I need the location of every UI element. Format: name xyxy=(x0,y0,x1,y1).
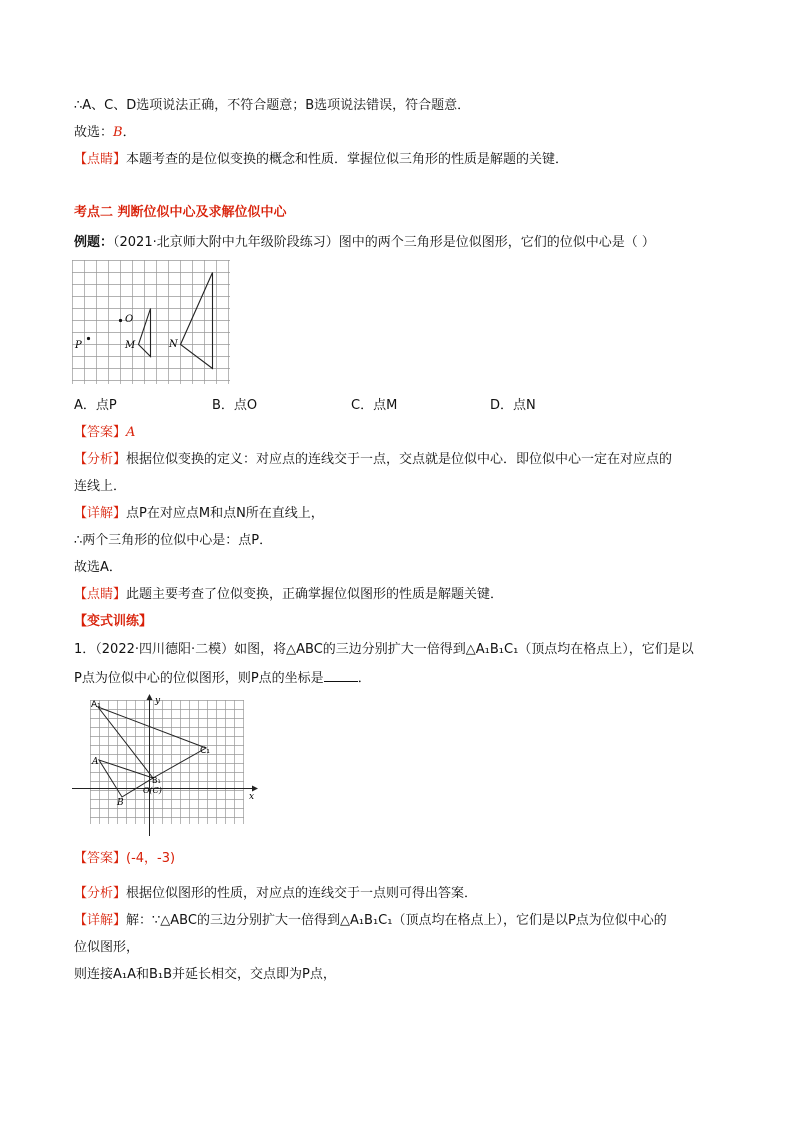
example-question: 例题：（2021·北京师大附中九年级阶段练习）图中的两个三角形是位似图形，它们的位似中心是（ ） xyxy=(74,235,655,250)
label-o: O xyxy=(125,314,134,325)
option-d[interactable]: D．点N xyxy=(490,398,536,413)
answer-options xyxy=(74,398,536,414)
coordinate-grid-lines xyxy=(90,700,244,824)
comment-line-2: 【点睛】此题主要考查了位似变换，正确掌握位似图形的性质是解题关键． xyxy=(74,587,504,602)
answer-line: 【答案】A xyxy=(74,425,136,440)
option-b[interactable]: B．点O xyxy=(212,398,258,413)
comment-line: 【点睛】本题考查的是位似变换的概念和性质．掌握位似三角形的性质是解题的关键． xyxy=(74,152,569,167)
similar-triangles-grid-figure xyxy=(72,260,230,384)
detail2-line-2: 位似图形， xyxy=(74,940,140,955)
label-b1: B₁ xyxy=(152,776,161,785)
point-o-dot xyxy=(119,319,122,322)
y-label: y xyxy=(155,696,161,706)
choice-line: 故选：B． xyxy=(74,125,136,140)
question1-line-2: P点为位似中心的位似图形，则P点的坐标是 ． xyxy=(74,671,371,686)
detail2-line-1: 【详解】解：∵△ABC的三边分别扩大一倍得到△A₁B₁C₁（顶点均在格点上），它们是以P点为位似中心的 xyxy=(74,913,667,928)
label-a1: A₁ xyxy=(91,700,101,710)
detail-line-1: 【详解】点P在对应点M和点N所在直线上， xyxy=(74,506,324,521)
label-o-c: O(C) xyxy=(143,786,162,795)
question1-line-1: 1．（2022·四川德阳·二模）如图，将△ABC的三边分别扩大一倍得到△A₁B₁C₁（顶点均在格点上），它们是以 xyxy=(74,642,694,657)
answer2-line: 【答案】(-4，-3) xyxy=(74,851,176,866)
coordinate-grid-figure xyxy=(72,694,260,836)
answer-blank[interactable] xyxy=(324,669,358,682)
analysis-line-1: 【分析】根据位似变换的定义：对应点的连线交于一点，交点就是位似中心．即位似中心一定在对应点的 xyxy=(74,452,673,467)
conclusion-line: ∴A、C、D选项说法正确，不符合题意；B选项说法错误，符合题意． xyxy=(74,98,471,113)
analysis2-line: 【分析】根据位似图形的性质，对应点的连线交于一点则可得出答案． xyxy=(74,886,478,901)
label-m: M xyxy=(125,340,136,351)
option-c[interactable]: C．点M xyxy=(351,398,398,413)
label-c1: C₁ xyxy=(200,746,210,756)
label-p: P xyxy=(75,340,82,351)
detail2-line-3: 则连接A₁A和B₁B并延长相交，交点即为P点， xyxy=(74,967,336,982)
option-a[interactable]: A．点P xyxy=(74,398,117,413)
analysis-line-2: 连线上． xyxy=(74,479,127,494)
detail-line-2: ∴两个三角形的位似中心是：点P． xyxy=(74,533,273,548)
section-title: 考点二 判断位似中心及求解位似中心 xyxy=(74,205,287,220)
x-label: x xyxy=(249,792,255,802)
detail-line-3: 故选A． xyxy=(74,560,122,575)
variant-training-heading: 【变式训练】 xyxy=(74,614,153,629)
label-b: B xyxy=(117,798,124,808)
y-axis-arrow xyxy=(147,694,153,700)
x-axis-arrow xyxy=(252,786,258,792)
label-a: A xyxy=(92,757,99,767)
point-p-dot xyxy=(87,337,90,340)
label-n: N xyxy=(169,339,178,350)
